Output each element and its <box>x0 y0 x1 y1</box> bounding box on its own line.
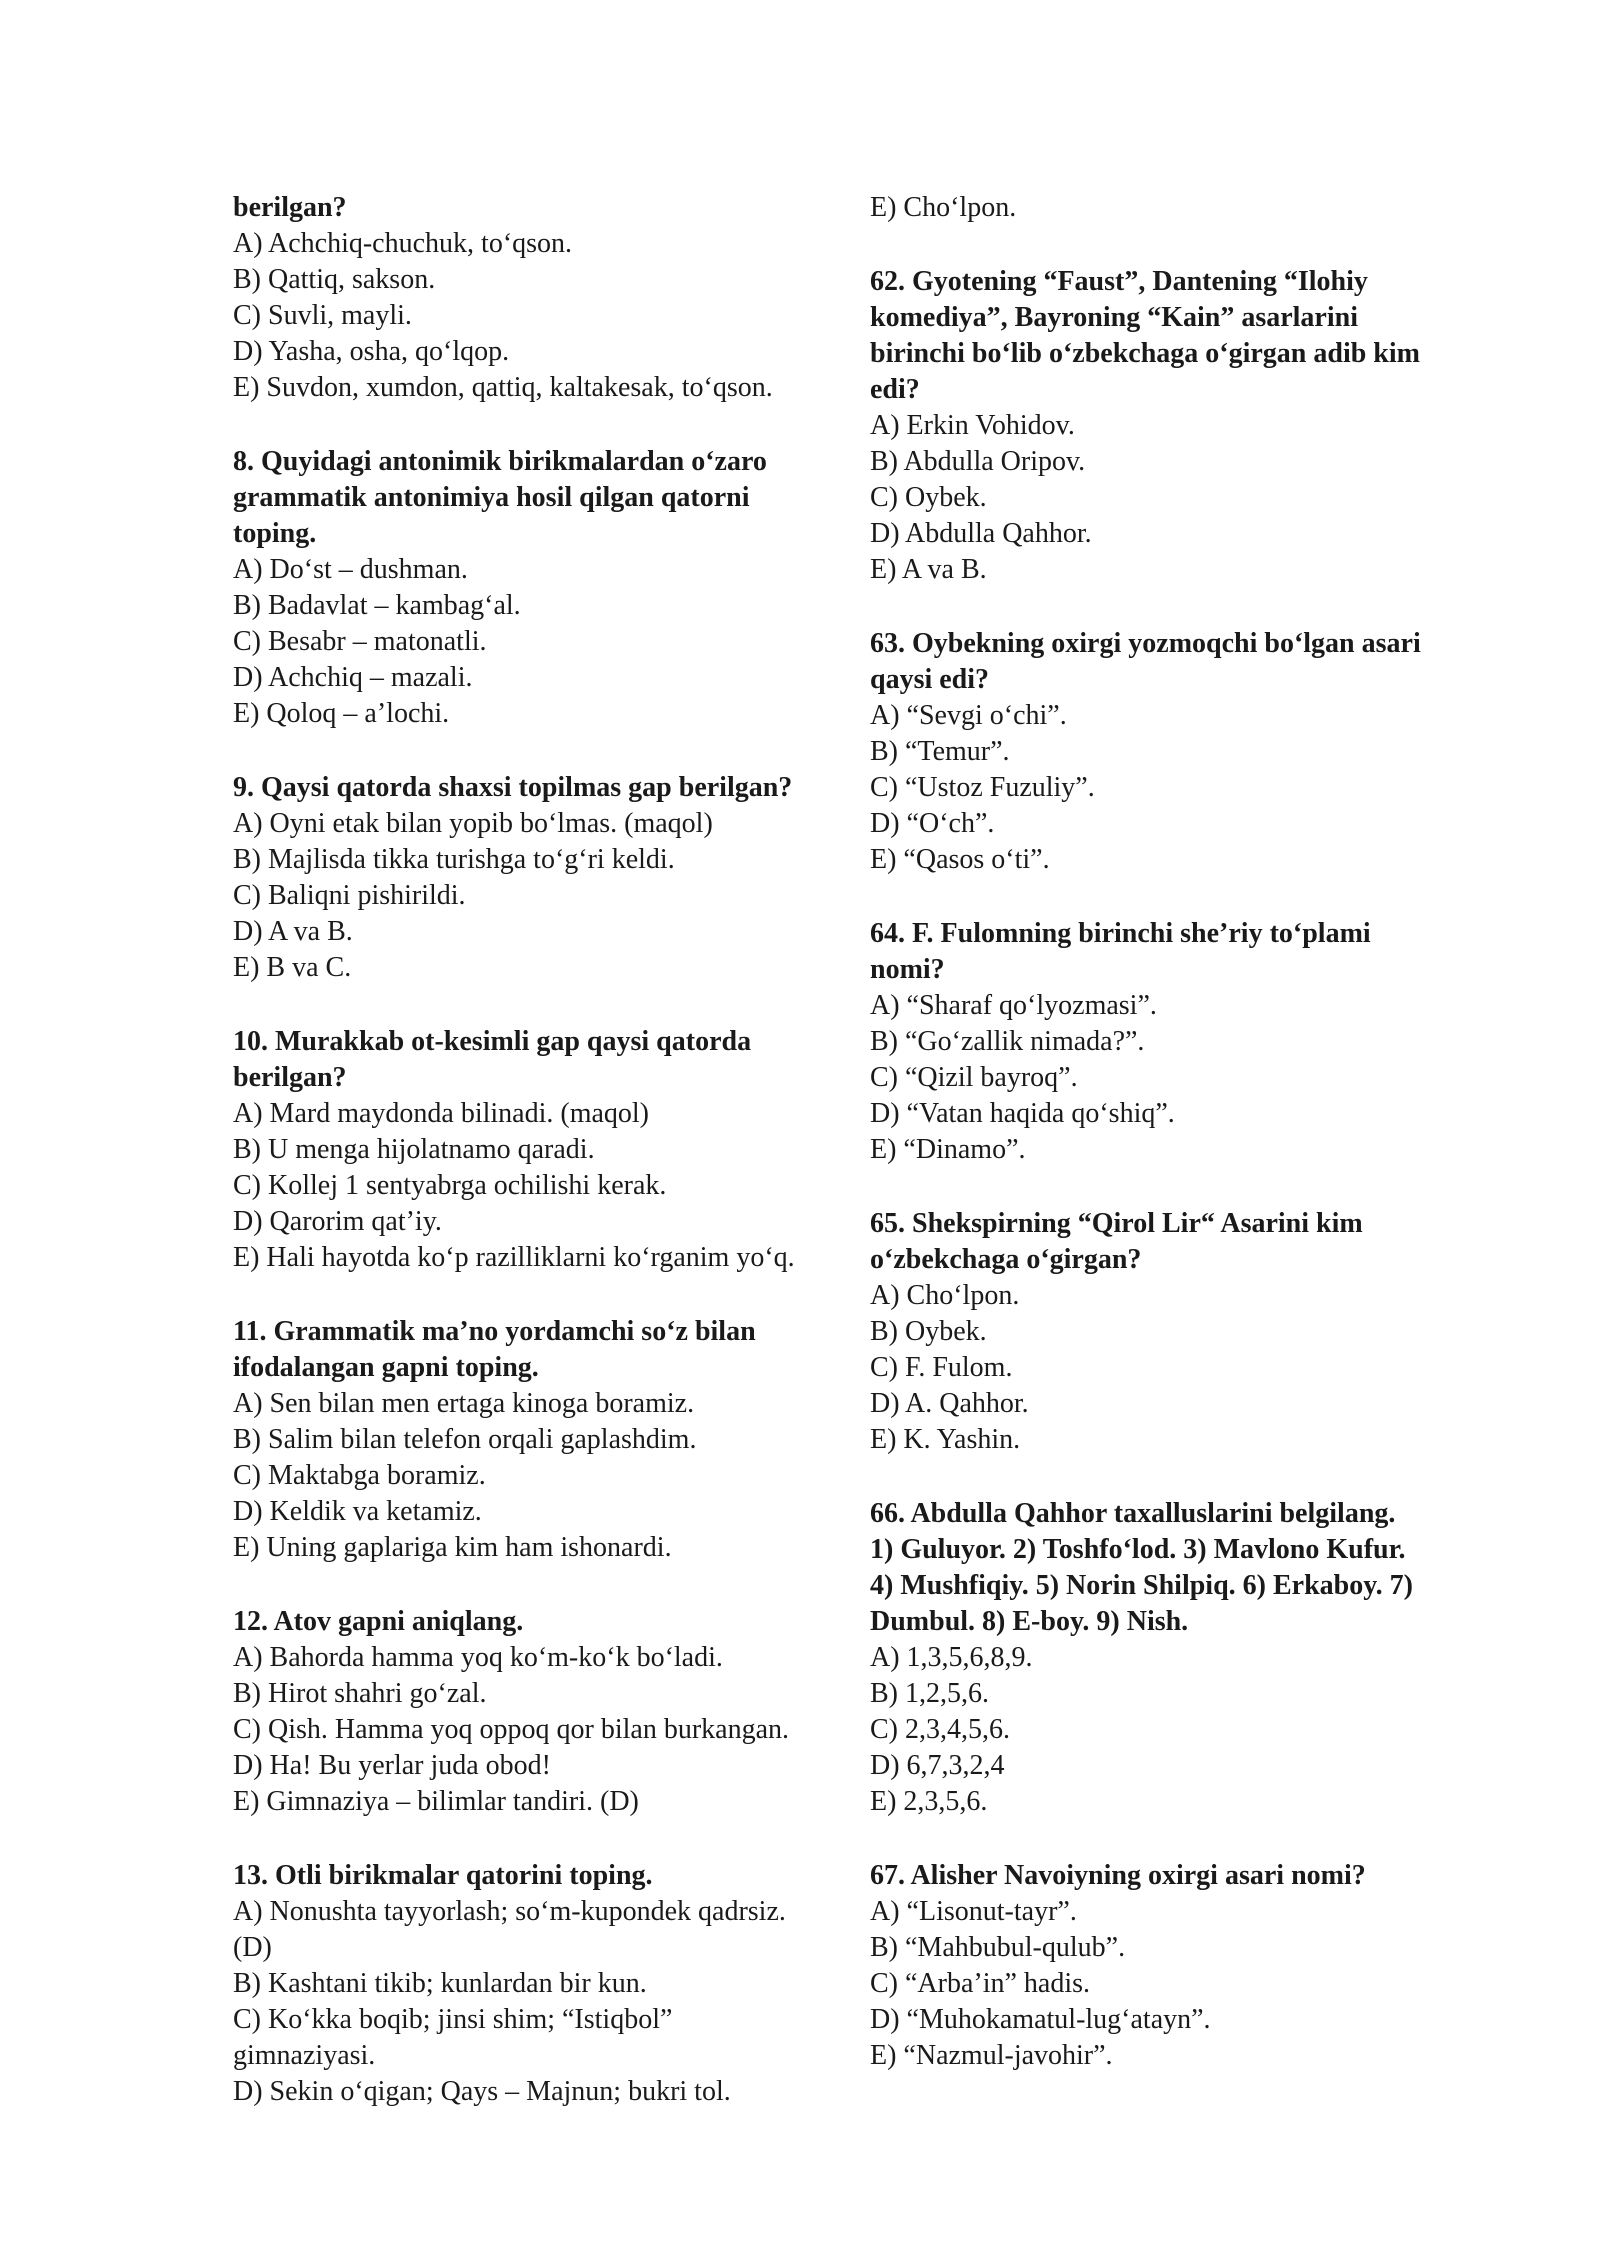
question-text-line: nomi? <box>870 954 945 985</box>
answer-option-line: E) Cho‘lpon. <box>870 192 1017 223</box>
answer-option-line: C) Kollej 1 sentyabrga ochilishi kerak. <box>233 1170 667 1201</box>
answer-option-line: E) A va B. <box>870 554 987 585</box>
paragraph-spacer <box>870 878 1510 916</box>
answer-option-line: A) Nonushta tayyorlash; so‘m-kupondek qadrsiz. <box>233 1896 786 1927</box>
answer-option-line: B) Kashtani tikib; kunlardan bir kun. <box>233 1968 647 1999</box>
answer-option-line: A) “Sharaf qo‘lyozmasi”. <box>870 990 1157 1021</box>
paragraph-spacer <box>233 406 863 444</box>
answer-option-line: D) Keldik va ketamiz. <box>233 1496 482 1527</box>
answer-option-line: A) Do‘st – dushman. <box>233 554 468 585</box>
question-text-line: 62. Gyotening “Faust”, Dantening “Ilohiy <box>870 266 1368 297</box>
paragraph-spacer <box>233 1566 863 1604</box>
answer-option-line: B) “Temur”. <box>870 736 1010 767</box>
answer-option-line: C) Baliqni pishirildi. <box>233 880 466 911</box>
question-text-line: 11. Grammatik ma’no yordamchi so‘z bilan <box>233 1316 756 1347</box>
answer-option-line: C) “Arba’in” hadis. <box>870 1968 1091 1999</box>
question-text-line: 4) Mushfiqiy. 5) Norin Shilpiq. 6) Erkaboy. 7) <box>870 1570 1414 1601</box>
right-column <box>870 190 1510 2074</box>
question-text-line: 1) Guluyor. 2) Toshfo‘lod. 3) Mavlono Kufur. <box>870 1534 1406 1565</box>
answer-option-line: B) Hirot shahri go‘zal. <box>233 1678 487 1709</box>
question-text-line: berilgan? <box>233 192 347 223</box>
answer-option-line: E) Hali hayotda ko‘p razilliklarni ko‘rganim yo‘q. <box>233 1242 795 1273</box>
answer-option-line: D) Sekin o‘qigan; Qays – Majnun; bukri tol. <box>233 2076 731 2107</box>
question-text-line: berilgan? <box>233 1062 347 1093</box>
paragraph-spacer <box>870 226 1510 264</box>
question-text-line: birinchi bo‘lib o‘zbekchaga o‘girgan adib kim <box>870 338 1420 369</box>
answer-option-line: E) “Dinamo”. <box>870 1134 1026 1165</box>
answer-option-line: E) Uning gaplariga kim ham ishonardi. <box>233 1532 672 1563</box>
answer-option-line: E) “Qasos o‘ti”. <box>870 844 1050 875</box>
answer-option-line: B) “Mahbubul-qulub”. <box>870 1932 1126 1963</box>
question-text-line: komediya”, Bayroning “Kain” asarlarini <box>870 302 1358 333</box>
paragraph-spacer <box>233 1276 863 1314</box>
question-text-line: 8. Quyidagi antonimik birikmalardan o‘zaro <box>233 446 767 477</box>
answer-option-line: A) 1,3,5,6,8,9. <box>870 1642 1033 1673</box>
paragraph-spacer <box>870 1458 1510 1496</box>
answer-option-line: A) “Sevgi o‘chi”. <box>870 700 1067 731</box>
answer-option-line: A) Achchiq-chuchuk, to‘qson. <box>233 228 573 259</box>
answer-option-line: B) “Go‘zallik nimada?”. <box>870 1026 1145 1057</box>
question-text-line: 13. Otli birikmalar qatorini toping. <box>233 1860 653 1891</box>
answer-option-line: C) Qish. Hamma yoq oppoq qor bilan burkangan. <box>233 1714 790 1745</box>
answer-option-line: A) Cho‘lpon. <box>870 1280 1020 1311</box>
question-text-line: 65. Shekspirning “Qirol Lir“ Asarini kim <box>870 1208 1363 1239</box>
question-text-line: Dumbul. 8) E-boy. 9) Nish. <box>870 1606 1189 1637</box>
question-text-line: o‘zbekchaga o‘girgan? <box>870 1244 1142 1275</box>
answer-option-line: A) Erkin Vohidov. <box>870 410 1075 441</box>
question-text-line: 66. Abdulla Qahhor taxalluslarini belgilang. <box>870 1498 1396 1529</box>
answer-option-line: D) Achchiq – mazali. <box>233 662 473 693</box>
paragraph-spacer <box>870 588 1510 626</box>
answer-option-line: A) Oyni etak bilan yopib bo‘lmas. (maqol) <box>233 808 713 839</box>
answer-option-line: B) Abdulla Oripov. <box>870 446 1086 477</box>
question-text-line: toping. <box>233 518 317 549</box>
answer-option-line: D) A. Qahhor. <box>870 1388 1029 1419</box>
paragraph-spacer <box>233 1820 863 1858</box>
answer-option-line: C) 2,3,4,5,6. <box>870 1714 1010 1745</box>
question-text-line: 63. Oybekning oxirgi yozmoqchi bo‘lgan asari <box>870 628 1421 659</box>
answer-option-line: A) Bahorda hamma yoq ko‘m-ko‘k bo‘ladi. <box>233 1642 723 1673</box>
answer-option-line: E) “Nazmul-javohir”. <box>870 2040 1113 2071</box>
answer-option-line: E) Suvdon, xumdon, qattiq, kaltakesak, to‘qson. <box>233 372 773 403</box>
answer-option-line: D) Yasha, osha, qo‘lqop. <box>233 336 510 367</box>
answer-option-line: A) Mard maydonda bilinadi. (maqol) <box>233 1098 650 1129</box>
question-text-line: 10. Murakkab ot-kesimli gap qaysi qatorda <box>233 1026 752 1057</box>
answer-option-line: C) Maktabga boramiz. <box>233 1460 486 1491</box>
answer-option-line: B) U menga hijolatnamo qaradi. <box>233 1134 595 1165</box>
answer-option-line: E) Qoloq – a’lochi. <box>233 698 450 729</box>
answer-option-line: gimnaziyasi. <box>233 2040 376 2071</box>
left-column <box>233 190 863 2110</box>
answer-option-line: D) Qarorim qat’iy. <box>233 1206 442 1237</box>
answer-option-line: B) Badavlat – kambag‘al. <box>233 590 521 621</box>
answer-option-line: D) “Muhokamatul-lug‘atayn”. <box>870 2004 1211 2035</box>
answer-option-line: C) Besabr – matonatli. <box>233 626 487 657</box>
answer-option-line: C) Oybek. <box>870 482 987 513</box>
answer-option-line: A) Sen bilan men ertaga kinoga boramiz. <box>233 1388 695 1419</box>
answer-option-line: B) Majlisda tikka turishga to‘g‘ri keldi. <box>233 844 675 875</box>
answer-option-line: D) 6,7,3,2,4 <box>870 1750 1005 1781</box>
answer-option-line: E) 2,3,5,6. <box>870 1786 988 1817</box>
answer-option-line: C) F. Fulom. <box>870 1352 1013 1383</box>
answer-option-line: D) “O‘ch”. <box>870 808 995 839</box>
answer-option-line: B) 1,2,5,6. <box>870 1678 989 1709</box>
answer-option-line: C) “Qizil bayroq”. <box>870 1062 1078 1093</box>
question-text-line: grammatik antonimiya hosil qilgan qatorni <box>233 482 750 513</box>
answer-option-line: (D) <box>233 1932 272 1963</box>
paragraph-spacer <box>233 986 863 1024</box>
answer-option-line: C) “Ustoz Fuzuliy”. <box>870 772 1095 803</box>
answer-option-line: D) Ha! Bu yerlar juda obod! <box>233 1750 552 1781</box>
answer-option-line: D) A va B. <box>233 916 353 947</box>
answer-option-line: E) B va C. <box>233 952 352 983</box>
question-text-line: 9. Qaysi qatorda shaxsi topilmas gap berilgan? <box>233 772 793 803</box>
paragraph-spacer <box>870 1168 1510 1206</box>
answer-option-line: A) “Lisonut-tayr”. <box>870 1896 1077 1927</box>
question-text-line: ifodalangan gapni toping. <box>233 1352 539 1383</box>
question-text-line: 12. Atov gapni aniqlang. <box>233 1606 524 1637</box>
paragraph-spacer <box>870 1820 1510 1858</box>
answer-option-line: C) Ko‘kka boqib; jinsi shim; “Istiqbol” <box>233 2004 673 2035</box>
answer-option-line: E) Gimnaziya – bilimlar tandiri. (D) <box>233 1786 639 1817</box>
answer-option-line: B) Oybek. <box>870 1316 987 1347</box>
answer-option-line: D) “Vatan haqida qo‘shiq”. <box>870 1098 1175 1129</box>
question-text-line: edi? <box>870 374 920 405</box>
answer-option-line: E) K. Yashin. <box>870 1424 1021 1455</box>
question-text-line: qaysi edi? <box>870 664 990 695</box>
answer-option-line: C) Suvli, mayli. <box>233 300 412 331</box>
paragraph-spacer <box>233 732 863 770</box>
answer-option-line: B) Qattiq, sakson. <box>233 264 436 295</box>
answer-option-line: D) Abdulla Qahhor. <box>870 518 1092 549</box>
question-text-line: 64. F. Fulomning birinchi she’riy to‘plami <box>870 918 1371 949</box>
answer-option-line: B) Salim bilan telefon orqali gaplashdim. <box>233 1424 697 1455</box>
question-text-line: 67. Alisher Navoiyning oxirgi asari nomi? <box>870 1860 1366 1891</box>
